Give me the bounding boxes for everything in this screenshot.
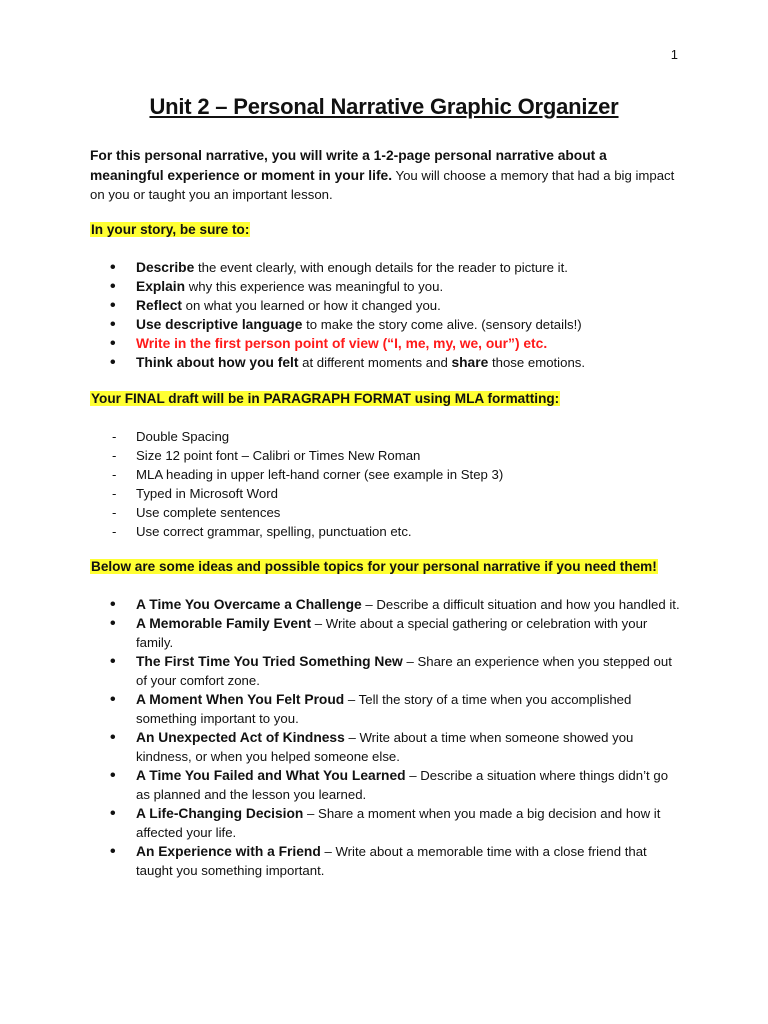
item-text: the event clearly, with enough details for the reader to picture it. [194, 260, 568, 275]
list-item [90, 595, 680, 614]
item-text: why this experience was meaningful to you. [185, 279, 444, 294]
section-heading-final-draft [90, 389, 560, 408]
list-item [90, 842, 680, 880]
item-red-text: Write in the first person point of view (“I, me, my, we, our”) etc. [136, 336, 548, 351]
page-number: 1 [670, 47, 678, 62]
item-term: share [451, 355, 489, 370]
list-item [90, 614, 680, 652]
item-term: Reflect [136, 298, 183, 313]
list-item [90, 804, 680, 842]
item-text: – Write about a memorable time with a close friend that taught you something important. [136, 844, 647, 878]
item-term: The First Time You Tried Something New [136, 654, 403, 669]
item-text: – Write about a special gathering or celebration with your family. [136, 616, 648, 650]
item-text: at different moments and [298, 355, 452, 370]
list-item [90, 334, 680, 353]
item-term: Explain [136, 279, 186, 294]
section-heading-ideas [90, 557, 658, 576]
list-item [90, 728, 680, 766]
item-text: – Write about a time when someone showed you kindness, or when you helped someone else. [136, 730, 634, 764]
topic-ideas-list [90, 595, 680, 880]
list-item [90, 258, 680, 277]
intro-paragraph [90, 146, 680, 205]
mla-format-list [90, 427, 680, 541]
list-item [90, 353, 680, 372]
item-term: A Memorable Family Event [136, 616, 312, 631]
item-term: A Time You Failed and What You Learned [136, 768, 406, 783]
list-item: - Double Spacing [90, 427, 680, 446]
item-text: – Share a moment when you made a big decision and how it affected your life. [136, 806, 661, 840]
list-item: - Use complete sentences [90, 503, 680, 522]
item-term: A Time You Overcame a Challenge [136, 597, 362, 612]
item-term: A Moment When You Felt Proud [136, 692, 345, 707]
item-term: A Life-Changing Decision [136, 806, 304, 821]
list-item [90, 277, 680, 296]
intro-bold-text: For this personal narrative, you will write a 1-2-page personal narrative about a meaningful experience or moment in your life. [90, 148, 607, 183]
document-title: Unit 2 – Personal Narrative Graphic Organizer [149, 94, 619, 119]
highlighted-heading: Below are some ideas and possible topics for your personal narrative if you need them! [91, 559, 657, 574]
list-item [90, 652, 680, 690]
item-text: – Share an experience when you stepped out of your comfort zone. [136, 654, 672, 688]
list-item [90, 296, 680, 315]
list-item: - Typed in Microsoft Word [90, 484, 680, 503]
list-item: - MLA heading in upper left-hand corner (see example in Step 3) [90, 465, 680, 484]
item-text: – Tell the story of a time when you accomplished something important to you. [136, 692, 632, 726]
list-item [90, 315, 680, 334]
item-term: An Experience with a Friend [136, 844, 321, 859]
item-text: those emotions. [488, 355, 586, 370]
list-item [90, 766, 680, 804]
list-item [90, 690, 680, 728]
intro-normal-text: You will choose a memory that had a big impact on you or taught you an important lesson. [90, 167, 675, 202]
item-text: on what you learned or how it changed you. [182, 298, 441, 313]
item-term: Describe [136, 260, 195, 275]
item-term: An Unexpected Act of Kindness [136, 730, 345, 745]
item-term: Use descriptive language [136, 317, 303, 332]
item-text: to make the story come alive. (sensory details!) [302, 317, 582, 332]
item-text: – Describe a difficult situation and how you handled it. [361, 597, 680, 612]
highlighted-heading: Your FINAL draft will be in PARAGRAPH FORMAT using MLA formatting: [91, 391, 560, 406]
list-item: - Size 12 point font – Calibri or Times New Roman [90, 446, 680, 465]
item-text: – Describe a situation where things didn’t go as planned and the lesson you learned. [136, 768, 669, 802]
list-item: - Use correct grammar, spelling, punctuation etc. [90, 522, 680, 541]
item-term: Think about how you felt [136, 355, 299, 370]
section-heading-story [90, 220, 250, 239]
story-requirements-list [90, 258, 680, 372]
highlighted-heading: In your story, be sure to: [91, 222, 250, 237]
